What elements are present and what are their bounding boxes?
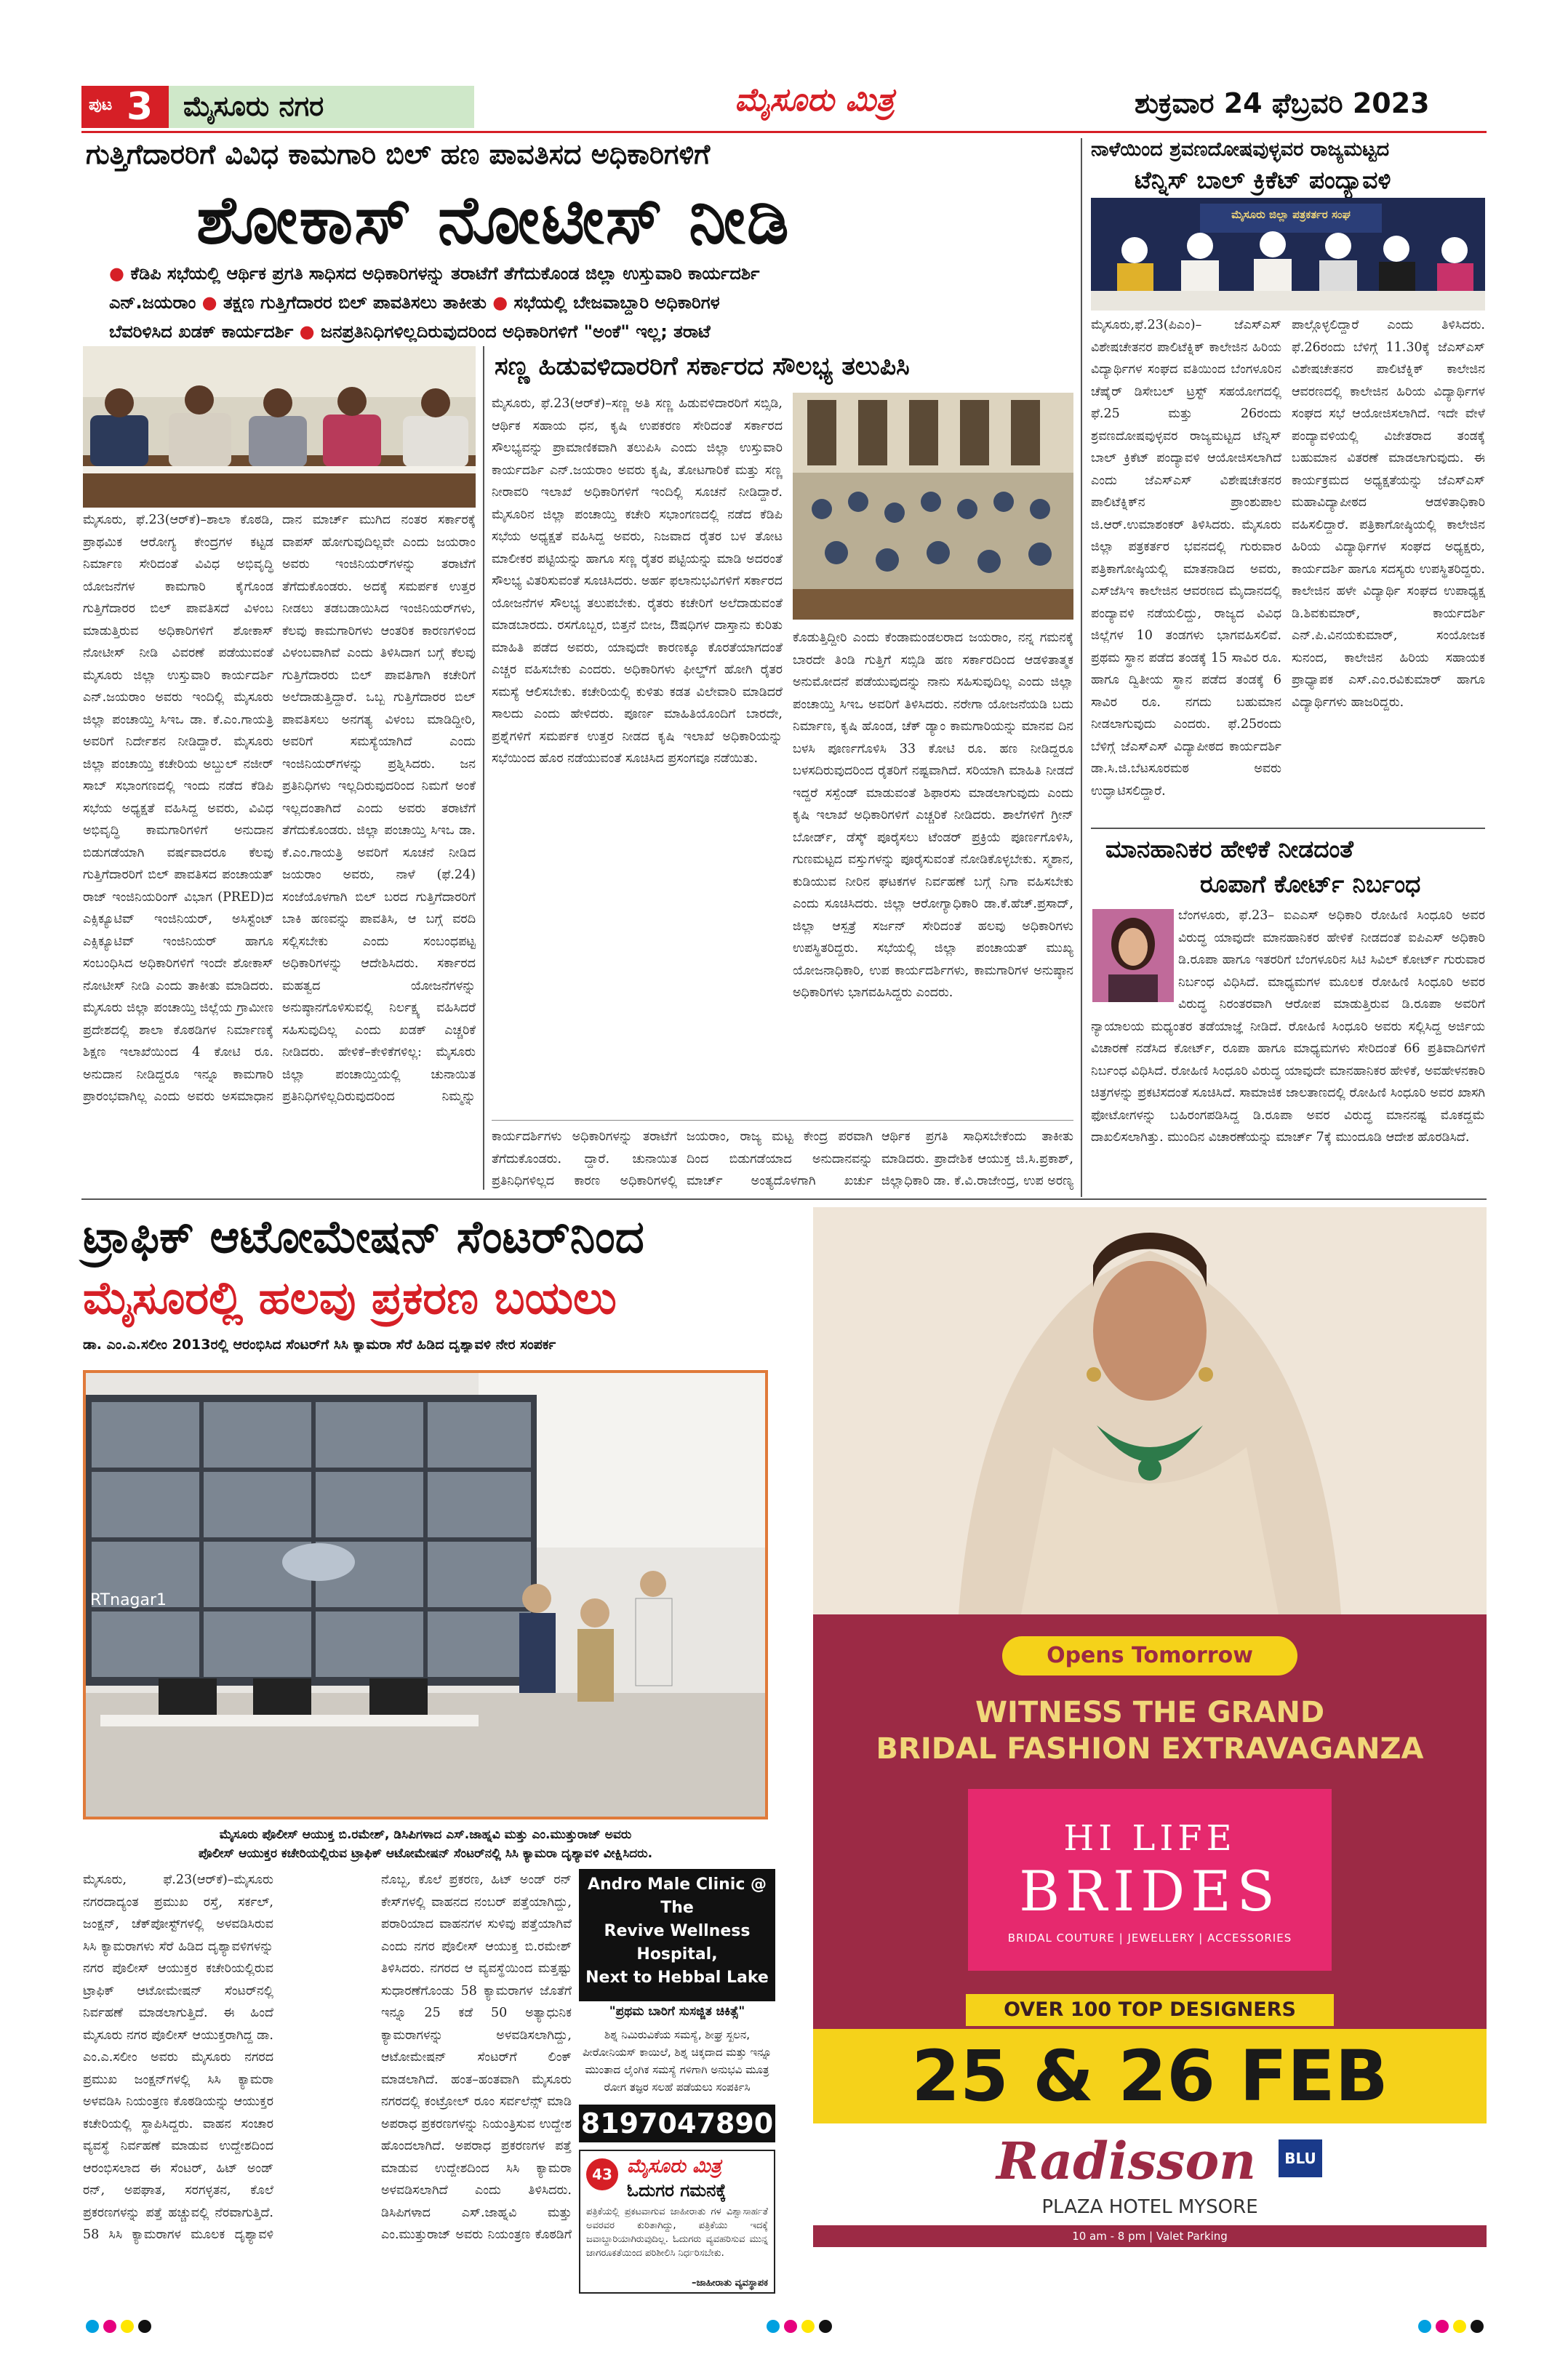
header-rule (81, 131, 1487, 133)
page-number-badge (81, 86, 169, 128)
venue-badge: BLU (1279, 2139, 1322, 2177)
newspaper-logo: ಮೈಸೂರು ಮಿತ್ರ (735, 81, 895, 119)
portrait-spacer (1091, 905, 1178, 1006)
registration-dot-black (1471, 2320, 1484, 2333)
registration-dot-cyan (86, 2320, 99, 2333)
photo-caption-1: ಮೈಸೂರು ಪೊಲೀಸ್ ಆಯುಕ್ತ ಬಿ.ರಮೇಶ್, ಡಿಸಿಪಿಗಳಾದ ಎಸ್.ಜಾಹ್ನವಿ ಮತ್ತು ಎಂ.ಮುತ್ತುರಾಜ್ ಅವರು (219, 1827, 632, 1842)
control-room-photo (83, 1370, 768, 1819)
bride-photo (813, 1207, 1487, 1614)
story-divider (1091, 828, 1485, 829)
photo-tag: RTnagar1 (90, 1591, 167, 1609)
ad-headline-2: BRIDAL FASHION EXTRAVAGANZA (876, 1732, 1424, 1766)
bullet-icon: ● (492, 292, 508, 313)
press-meet-photo (1091, 198, 1485, 311)
venue-panel (813, 2123, 1487, 2225)
registration-dot-cyan (767, 2320, 780, 2333)
page-label: ಪುಟ (89, 96, 113, 114)
clinic-body: ಶಿಶ್ನ ನಿಮಿರುವಿಕೆಯ ಸಮಸ್ಯೆ, ಶೀಘ್ರ ಸ್ಖಲನ, ಪೀರೋನಿಯಸ್ ಕಾಯಿಲೆ, ಶಿಶ್ನ ಚಿಕ್ಕದಾದ ಮತ್ತು ಇನ್ನೂ ಮುಂತಾದ ಲೈಂಗಿಕ ಸಮಸ್ಯೆ ಗಳಿಗಾಗಿ ಅನುಭವಿ ಮೂತ್ರ ರೋಗ ತಜ್ಞರ ಸಲಹೆ ಪಡೆಯಲು ಸಂಪರ್ಕಿಸಿ (582, 2028, 772, 2094)
notice-logo: ಮೈಸೂರು ಮಿತ್ರ (627, 2155, 721, 2177)
column-rule (1081, 138, 1082, 1197)
bullet-icon: ● (109, 263, 124, 284)
bridal-ad (813, 1207, 1487, 2225)
bullet-line-1 (109, 259, 1069, 288)
court-body (1091, 905, 1485, 1196)
strip-col-2: ಜಯರಾಂ, ರಾಜ್ಯ ಮಟ್ಟ ಕೇಂದ್ರ ಪರವಾಗಿ ದಿಂದ ಬಿಡುಗಡೆಯಾದ ಅನುದಾನವನ್ನು ಮಾರ್ಚ್ ಅಂತ್ಯದೊಳಗಾಗಿ ಖರ್ಚು (687, 1129, 873, 1188)
section-name: ಮೈಸೂರು ನಗರ (183, 90, 324, 122)
registration-dot-cyan (1418, 2320, 1431, 2333)
press-banner-text: ಮೈಸೂರು ಜಿಲ್ಲಾ ಪತ್ರಕರ್ತರ ಸಂಘ (1231, 208, 1351, 221)
clinic-phone: 8197047890 (579, 2105, 775, 2142)
bullet-text: ಸಭೆಯಲ್ಲಿ ಬೇಜವಾಬ್ದಾರಿ ಅಧಿಕಾರಿಗಳ (513, 292, 720, 313)
bullet-text: ಜನಪ್ರತಿನಿಧಿಗಳಿಲ್ಲದಿರುವುದರಿಂದ ಅಧಿಕಾರಿಗಳಿಗೆ "ಅಂಕೆ" ಇಲ್ಲ; ತರಾಟೆ (320, 321, 711, 342)
tennis-body-col-2: ಪಾಲ್ಗೊಳ್ಳಲಿದ್ದಾರೆ ಎಂದು ತಿಳಿಸಿದರು. ಫೆ.26ರಂದು ಬೆಳಿಗ್ಗೆ 11.30ಕ್ಕೆ ಜೆಎಸ್‌ಎಸ್ ವಿಶೇಷಚೇತನರ ಪಾಲಿಟೆಕ್ನಿಕ್ ಕಾಲೇಜಿನ ಆವರಣದಲ್ಲಿ ಕಾಲೇಜಿನ ಹಿರಿಯ ವಿದ್ಯಾರ್ಥಿಗಳ ಸಂಘದ ಸಭೆ ಆಯೋಜಿಸಲಾಗಿದೆ. ಇದೇ ವೇಳೆ ಪಂದ್ಯಾವಳಿಯಲ್ಲಿ ವಿಜೇತರಾದ ತಂಡಕ್ಕೆ ಬಹುಮಾನ ವಿತರಣೆ ಮಾಡಲಾಗುವುದು. ಈ ಕಾರ್ಯಕ್ರಮದ ಅಧ್ಯಕ್ಷತೆಯನ್ನು ಜೆಎಸ್‌ಎಸ್ ಮಹಾವಿದ್ಯಾಪೀಠದ ಆಡಳಿತಾಧಿಕಾರಿ ವಹಿಸಲಿದ್ದಾರೆ. ಪತ್ರಿಕಾಗೋಷ್ಠಿಯಲ್ಲಿ ಕಾಲೇಜಿನ ಹಿರಿಯ ವಿದ್ಯಾರ್ಥಿಗಳ ಸಂಘದ ಅಧ್ಯಕ್ಷರು, ಕಾರ್ಯದರ್ಶಿ ಹಾಗೂ ಸದಸ್ಯರು ಉಪಸ್ಥಿತರಿದ್ದರು. ಕಾಲೇಜಿನ ಹಳೇ ವಿದ್ಯಾರ್ಥಿ ಸಂಘದ ಉಪಾಧ್ಯಕ್ಷ ಡಿ.ಶಿವಕುಮಾರ್, ಕಾರ್ಯದರ್ಶಿ ಎನ್.ಪಿ.ವಿನಯಕುಮಾರ್, ಸಂಯೋಜಕ ಸುನಂದ, ಕಾಲೇಜಿನ ಹಿರಿಯ ಸಹಾಯಕ ಪ್ರಾಧ್ಯಾಪಕ ಎಸ್.ಎಂ.ರವಿಕುಮಾರ್ ಹಾಗೂ ವಿದ್ಯಾರ್ಥಿಗಳು ಹಾಜರಿದ್ದರು. (1292, 318, 1485, 710)
brand-name-2: BRIDES (1019, 1859, 1281, 1923)
registration-dot-black (819, 2320, 832, 2333)
bullet-text: ಕೆಡಿಪಿ ಸಭೆಯಲ್ಲಿ ಆರ್ಥಿಕ ಪ್ರಗತಿ ಸಾಧಿಸದ ಅಧಿಕಾರಿಗಳನ್ನು ತರಾಟೆಗೆ ತೆಗೆದುಕೊಂಡ ಜಿಲ್ಲಾ ಉಸ್ತುವಾರಿ ಕಾರ್ಯದರ್ಶಿ (130, 263, 760, 284)
second-body-col-2: ಕೊಡುತ್ತಿದ್ದೀರಿ ಎಂದು ಕೆಂಡಾಮಂಡಲರಾದ ಜಯರಾಂ, ನನ್ನ ಗಮನಕ್ಕೆ ಬಾರದೇ ತಿಂಡಿ ಗುತ್ತಿಗೆ ಸಬ್ಸಿಡಿ ಹಣ ಸರ್ಕಾರದಿಂದ ಆಡಳಿತಾತ್ಮಕ ಅನುಮೋದನೆ ಪಡೆಯುವುದನ್ನು ನಾನು ಸಹಿಸುವುದಿಲ್ಲ ಎಂದು ಜಿಲ್ಲಾ ಪಂಚಾಯ್ತಿ ಸಿಇಒ ಅವರಿಗೆ ತಿಳಿಸಿದರು. ನರೇಗಾ ಯೋಜನೆಯಡಿ ಬದು ನಿರ್ಮಾಣ, ಕೃಷಿ ಹೊಂಡ, ಚೆಕ್ ಡ್ಯಾಂ ಕಾಮಗಾರಿಯನ್ನು ಮಾನವ ದಿನ ಬಳಸಿ ಪೂರ್ಣಗೊಳಿಸಿ 33 ಕೋಟಿ ರೂ. ಹಣ ನೀಡಿದ್ದರೂ ಬಳಸದಿರುವುದರಿಂದ ರೈತರಿಗೆ ನಷ್ಟವಾಗಿದೆ. ಸರಿಯಾಗಿ ಮಾಹಿತಿ ನೀಡದೆ ಇದ್ದರೆ ಸಸ್ಪೆಂಡ್ ಮಾಡುವಂತೆ ಶಿಫಾರಸು ಮಾಡಲಾಗುವುದು ಎಂದು ಕೃಷಿ ಇಲಾಖೆ ಅಧಿಕಾರಿಗಳಿಗೆ ಎಚ್ಚರಿಕೆ ನೀಡಿದರು. ಶಾಲೆಗಳಿಗೆ ಗ್ರೀನ್ ಬೋರ್ಡ್, ಡೆಸ್ಕ್ ಪೂರೈಸಲು ಟೆಂಡರ್ ಪ್ರಕ್ರಿಯೆ ಪೂರ್ಣಗೊಳಿಸಿ, ಗುಣಮಟ್ಟದ ವಸ್ತುಗಳನ್ನು ಪೂರೈಸುವಂತೆ ನೋಡಿಕೊಳ್ಳಬೇಕು. ಸ್ಮಶಾನ, ಕುಡಿಯುವ ನೀರಿನ ಘಟಕಗಳ ನಿರ್ವಹಣೆ ಬಗ್ಗೆ ನಿಗಾ ವಹಿಸಬೇಕು ಎಂದು ಸೂಚಿಸಿದರು. ಜಿಲ್ಲಾ ಆರೋಗ್ಯಾಧಿಕಾರಿ ಡಾ.ಕೆ.ಹೆಚ್.ಪ್ರಸಾದ್, ಜಿಲ್ಲಾ ಆಸ್ಪತ್ರೆ ಸರ್ಜನ್ ಸೇರಿದಂತೆ ಹಲವು ಅಧಿಕಾರಿಗಳು ಉಪಸ್ಥಿತರಿದ್ದರು. ಸಭೆಯಲ್ಲಿ ಜಿಲ್ಲಾ ಪಂಚಾಯತ್ ಮುಖ್ಯ ಯೋಜನಾಧಿಕಾರಿ, ಉಪ ಕಾರ್ಯದರ್ಶಿಗಳು, ಕಾಮಗಾರಿಗಳ ಅನುಷ್ಠಾನ ಅಧಿಕಾರಿಗಳು ಭಾಗವಹಿಸಿದ್ದರು ಎಂದರು. (793, 630, 1073, 1000)
traffic-headline: ಮೈಸೂರಲ್ಲಿ ಹಲವು ಪ್ರಕರಣ ಬಯಲು (83, 1271, 617, 1324)
meeting-photo-art (83, 346, 476, 508)
lead-bullets (109, 259, 1069, 346)
kdp-meeting-photo (83, 346, 476, 508)
registration-dot-yellow (121, 2320, 134, 2333)
registration-dot-magenta (103, 2320, 116, 2333)
registration-dot-magenta (1436, 2320, 1449, 2333)
clinic-title-1: Andro Male Clinic @ The (587, 1875, 767, 1917)
ad-timing: 10 am - 8 pm | Valet Parking (813, 2225, 1487, 2247)
clinic-ad-header (579, 1869, 775, 2001)
page-number: 3 (127, 85, 153, 129)
event-dates: 25 & 26 FEB (813, 2029, 1487, 2123)
lead-body-col-1: ಮೈಸೂರು, ಫೆ.23(ಆರ್‌ಕೆ)–ಶಾಲಾ ಕೊಠಡಿ, ಪ್ರಾಥಮಿಕ ಆರೋಗ್ಯ ಕೇಂದ್ರಗಳ ಕಟ್ಟಡ ನಿರ್ಮಾಣ ಸೇರಿದಂತೆ ವಿವಿಧ ಅಭಿವೃದ್ಧಿ ಯೋಜನೆಗಳ ಕಾಮಗಾರಿ ಕೈಗೊಂಡ ಗುತ್ತಿಗೆದಾರರ ಬಿಲ್ ಪಾವತಿಸದೆ ವಿಳಂಬ ಮಾಡುತ್ತಿರುವ ಅಧಿಕಾರಿಗಳಿಗೆ ಶೋಕಾಸ್ ನೋಟೀಸ್ ನೀಡಿ ವಿವರಣೆ ಪಡೆಯುವಂತೆ ಮೈಸೂರು ಜಿಲ್ಲಾ ಉಸ್ತುವಾರಿ ಕಾರ್ಯದರ್ಶಿ ಎನ್.ಜಯರಾಂ ಅವರು ಇಂದಿಲ್ಲಿ ಮೈಸೂರು ಜಿಲ್ಲಾ ಪಂಚಾಯ್ತಿ ಸಿಇಒ ಡಾ. ಕೆ.ಎಂ.ಗಾಯತ್ರಿ ಅವರಿಗೆ ನಿರ್ದೇಶನ ನೀಡಿದ್ದಾರೆ. ಮೈಸೂರು ಜಿಲ್ಲಾ ಪಂಚಾಯ್ತಿ ಕಚೇರಿಯ ಅಬ್ದುಲ್ ನಜೀರ್ ಸಾಬ್ ಸಭಾಂಗಣದಲ್ಲಿ ಇಂದು ನಡೆದ ಕೆಡಿಪಿ ಸಭೆಯ ಅಧ್ಯಕ್ಷತೆ ವಹಿಸಿದ್ದ ಅವರು, ವಿವಿಧ ಅಭಿವೃದ್ಧಿ ಕಾಮಗಾರಿಗಳಿಗೆ ಅನುದಾನ ಬಿಡುಗಡೆಯಾಗಿ ವರ್ಷವಾದರೂ ಕೆಲವು ಗುತ್ತಿಗೆದಾರರಿಗೆ ಬಿಲ್ ಪಾವತಿಸದ ಪಂಚಾಯತ್ ರಾಜ್ ಇಂಜಿನಿಯರಿಂಗ್ ವಿಭಾಗ (PRED)ದ ಎಕ್ಸಿಕ್ಯೂಟಿವ್ ಇಂಜಿನಿಯರ್, ಅಸಿಸ್ಟೆಂಟ್ ಎಕ್ಸಿಕ್ಯೂಟಿವ್ ಇಂಜಿನಿಯರ್ ಹಾಗೂ ಸಂಬಂಧಿಸಿದ ಅಧಿಕಾರಿಗಳಿಗೆ ಇಂದೇ ಶೋಕಾಸ್ ನೋಟೀಸ್ ನೀಡಿ ಎಂದು ತಾಕೀತು ಮಾಡಿದರು. ಮೈಸೂರು ಜಿಲ್ಲಾ ಪಂಚಾಯ್ತಿ ಜಿಲ್ಲೆಯ ಗ್ರಾಮೀಣ ಪ್ರದೇಶದಲ್ಲಿ ಶಾಲಾ ಕೊಠಡಿಗಳ ನಿರ್ಮಾಣಕ್ಕೆ ಶಿಕ್ಷಣ ಇಲಾಖೆಯಿಂದ 4 ಕೋಟಿ ರೂ. ಅನುದಾನ ನೀಡಿದ್ದರೂ ಇನ್ನೂ ಕಾಮಗಾರಿ ಪ್ರಾರಂಭವಾಗಿಲ್ಲ ಎಂದು ಅವರು ಅಸಮಾಧಾನ (83, 513, 273, 1104)
traffic-body-col-1: ಮೈಸೂರು, ಫೆ.23(ಆರ್‌ಕೆ)–ಮೈಸೂರು ನಗರದಾದ್ಯಂತ ಪ್ರಮುಖ ರಸ್ತೆ, ಸರ್ಕಲ್, ಜಂಕ್ಷನ್, ಚೆಕ್‌ಪೋಸ್ಟ್‌ಗಳಲ್ಲಿ ಅಳವಡಿಸಿರುವ ಸಿಸಿ ಕ್ಯಾಮರಾಗಳು ಸೆರೆ ಹಿಡಿದ ದೃಶ್ಯಾವಳಿಗಳನ್ನು ನಗರ ಪೊಲೀಸ್ ಆಯುಕ್ತರ ಕಚೇರಿಯಲ್ಲಿರುವ ಟ್ರಾಫಿಕ್ ಆಟೋಮೇಷನ್ ಸೆಂಟರ್‌ನಲ್ಲಿ ನಿರ್ವಹಣೆ ಮಾಡಲಾಗುತ್ತಿದೆ. ಈ ಹಿಂದೆ ಮೈಸೂರು ನಗರ ಪೊಲೀಸ್ ಆಯುಕ್ತರಾಗಿದ್ದ ಡಾ. ಎಂ.ಎ.ಸಲೀಂ ಅವರು ಮೈಸೂರು ನಗರದ ಪ್ರಮುಖ ಜಂಕ್ಷನ್‌ಗಳಲ್ಲಿ ಸಿಸಿ ಕ್ಯಾಮರಾ ಅಳವಡಿಸಿ ನಿಯಂತ್ರಣ ಕೊಠಡಿಯನ್ನು ಆಯುಕ್ತರ ಕಚೇರಿಯಲ್ಲಿ ಸ್ಥಾಪಿಸಿದ್ದರು. ವಾಹನ ಸಂಚಾರ ವ್ಯವಸ್ಥೆ ನಿರ್ವಹಣೆ ಮಾಡುವ ಉದ್ದೇಶದಿಂದ ಆರಂಭಿಸಲಾದ ಈ ಸೆಂಟರ್, ಹಿಟ್ ಅಂಡ್ ರನ್, ಅಪಘಾತ, ಸರಗಳ್ಳತನ, ಕೊಲೆ ಪ್ರಕರಣಗಳನ್ನು ಪತ್ತೆ ಹಚ್ಚುವಲ್ಲಿ ನೆರವಾಗುತ್ತಿದೆ. 58 ಸಿಸಿ ಕ್ಯಾಮರಾಗಳ ಮೂಲಕ ದೃಶ್ಯಾವಳಿ (83, 1873, 273, 2242)
registration-dot-yellow (1453, 2320, 1466, 2333)
second-body-col-1: ಮೈಸೂರು, ಫೆ.23(ಆರ್‌ಕೆ)–ಸಣ್ಣ ಅತಿ ಸಣ್ಣ ಹಿಡುವಳಿದಾರರಿಗೆ ಸಬ್ಸಿಡಿ, ಆರ್ಥಿಕ ಸಹಾಯ ಧನ, ಕೃಷಿ ಉಪಕರಣ ಸೇರಿದಂತೆ ಸರ್ಕಾರದ ಸೌಲಭ್ಯವನ್ನು ಪ್ರಾಮಾಣಿಕವಾಗಿ ತಲುಪಿಸಿ ಎಂದು ಜಿಲ್ಲಾ ಉಸ್ತುವಾರಿ ಕಾರ್ಯದರ್ಶಿ ಎನ್.ಜಯರಾಂ ಅವರು ಕೃಷಿ, ತೋಟಗಾರಿಕೆ ಮತ್ತು ಸಣ್ಣ ನೀರಾವರಿ ಇಲಾಖೆ ಅಧಿಕಾರಿಗಳಿಗೆ ಇಂದಿಲ್ಲಿ ಸೂಚನೆ ನೀಡಿದ್ದಾರೆ. ಮೈಸೂರಿನ ಜಿಲ್ಲಾ ಪಂಚಾಯ್ತಿ ಕಚೇರಿ ಸಭಾಂಗಣದಲ್ಲಿ ನಡೆದ ಕೆಡಿಪಿ ಸಭೆಯ ಅಧ್ಯಕ್ಷತೆ ವಹಿಸಿದ್ದ ಅವರು, ನಿಜವಾದ ರೈತರ ಬಳ ತೋಟ ಮಾಲೀಕರ ಪಟ್ಟಿಯನ್ನು ಹಾಗೂ ಸಣ್ಣ ರೈತರ ಪಟ್ಟಿಯನ್ನು ಮಾಡಿ ಅದರಂತೆ ಸೌಲಭ್ಯ ವಿತರಿಸುವಂತೆ ಸೂಚಿಸಿದರು. ಅರ್ಹ ಫಲಾನುಭವಿಗಳಿಗೆ ಸರ್ಕಾರದ ಯೋಜನೆಗಳ ಸೌಲಭ್ಯ ತಲುಪಬೇಕು. ರೈತರು ಕಚೇರಿಗೆ ಅಲೆದಾಡುವಂತೆ ಮಾಡಬಾರದು. ರಸಗೊಬ್ಬರ, ಬಿತ್ತನೆ ಬೀಜ, ಔಷಧಿಗಳ ದಾಸ್ತಾನು ಕುರಿತು ಮಾಹಿತಿ ಪಡೆದ ಅವರು, ಯಾವುದೇ ಕಾರಣಕ್ಕೂ ಕೊರತೆಯಾಗದಂತೆ ಎಚ್ಚರ ವಹಿಸಬೇಕು ಎಂದರು. ಅಧಿಕಾರಿಗಳು ಫೀಲ್ಡ್‌ಗೆ ಹೋಗಿ ರೈತರ ಸಮಸ್ಯೆ ಆಲಿಸಬೇಕು. ಕಚೇರಿಯಲ್ಲಿ ಕುಳಿತು ಕಡತ ವಿಲೇವಾರಿ ಮಾಡಿದರೆ ಸಾಲದು ಎಂದು ಹೇಳಿದರು. ಪೂರ್ಣ ಮಾಹಿತಿಯೊಂದಿಗೆ ಬಾರದೇ, ಪ್ರಶ್ನೆಗಳಿಗೆ ಸಮರ್ಪಕ ಉತ್ತರ ನೀಡದ ಕೃಷಿ ಇಲಾಖೆ ಅಧಿಕಾರಿಯನ್ನು ಸಭೆಯಿಂದ ಹೊರ ನಡೆಯುವಂತೆ ಸೂಚಿಸಿದ ಪ್ರಸಂಗವೂ ನಡೆಯಿತು. (492, 396, 783, 766)
opens-badge: Opens Tomorrow (1002, 1636, 1297, 1676)
clinic-tagline: "ಪ್ರಥಮ ಬಾರಿಗೆ ಸುಸಜ್ಜಿತ ಚಿಕಿತ್ಸೆ" (609, 2004, 745, 2019)
notice-title: ಓದುಗರ ಗಮನಕ್ಕೆ (627, 2180, 727, 2201)
bullet-text: ಎನ್.ಜಯರಾಂ (109, 292, 196, 313)
lead-kicker: ಗುತ್ತಿಗೆದಾರರಿಗೆ ವಿವಿಧ ಕಾಮಗಾರಿ ಬಿಲ್ ಹಣ ಪಾವತಿಸದ ಅಧಿಕಾರಿಗಳಿಗೆ (86, 138, 711, 170)
tennis-kicker: ನಾಳೆಯಿಂದ ಶ್ರವಣದೋಷವುಳ್ಳವರ ರಾಜ್ಯಮಟ್ಟದ (1091, 138, 1390, 161)
control-room-art (86, 1373, 765, 1817)
venue-subtitle: PLAZA HOTEL MYSORE (1041, 2196, 1258, 2218)
bullet-line-2 (109, 288, 1069, 317)
lead-body-col-2: ದಾನ ಮಾರ್ಚ್ ಮುಗಿದ ನಂತರ ಸರ್ಕಾರಕ್ಕೆ ವಾಪಸ್ ಹೋಗುವುದಿಲ್ಲವೇ ಎಂದು ಜಯರಾಂ ಅವರು ಇಂಜಿನಿಯರ್‌ಗಳನ್ನು ತರಾಟೆಗೆ ತೆಗೆದುಕೊಂಡರು. ಅದಕ್ಕೆ ಸಮರ್ಪಕ ಉತ್ತರ ನೀಡಲು ತಡಬಡಾಯಿಸಿದ ಇಂಜಿನಿಯರ್‌ಗಳು, ಕೆಲವು ಕಾಮಗಾರಿಗಳು ಆಂತರಿಕ ಕಾರಣಗಳಿಂದ ವಿಳಂಬವಾಗಿವೆ ಎಂದು ತಿಳಿಸಿದಾಗ ಬಗ್ಗೆ ಕೆಲವು ಗುತ್ತಿಗೆದಾರರು ಬಿಲ್ ಪಾವತಿಗಾಗಿ ಕಚೇರಿಗೆ ಅಲೆದಾಡುತ್ತಿದ್ದಾರೆ. ಒಬ್ಬ ಗುತ್ತಿಗೆದಾರರ ಬಿಲ್ ಪಾವತಿಸಲು ಅನಗತ್ಯ ವಿಳಂಬ ಮಾಡಿದ್ದೀರಿ, ಅವರಿಗೆ ಸಮಸ್ಯೆಯಾಗಿದೆ ಎಂದು ಇಂಜಿನಿಯರ್‌ಗಳನ್ನು ಪ್ರಶ್ನಿಸಿದರು. ಜನ ಪ್ರತಿನಿಧಿಗಳು ಇಲ್ಲದಿರುವುದರಿಂದ ನಿಮಗೆ ಅಂಕೆ ಇಲ್ಲದಂತಾಗಿದೆ ಎಂದು ಅವರು ತರಾಟೆಗೆ ತೆಗೆದುಕೊಂಡರು. ಜಿಲ್ಲಾ ಪಂಚಾಯ್ತಿ ಸಿಇಒ ಡಾ. ಕೆ.ಎಂ.ಗಾಯತ್ರಿ ಅವರಿಗೆ ಸೂಚನೆ ನೀಡಿದ ಜಯರಾಂ ಅವರು, ನಾಳೆ (ಫೆ.24) ಸಂಜೆಯೊಳಗಾಗಿ ಬಿಲ್ ಬರದ ಗುತ್ತಿಗೆದಾರರಿಗೆ ಬಾಕಿ ಹಣವನ್ನು ಪಾವತಿಸಿ, ಆ ಬಗ್ಗೆ ವರದಿ ಸಲ್ಲಿಸಬೇಕು ಎಂದು ಸಂಬಂಧಪಟ್ಟ ಅಧಿಕಾರಿಗಳನ್ನು ಆದೇಶಿಸಿದರು. ಸರ್ಕಾರದ ಮಹತ್ವದ ಯೋಜನೆಗಳನ್ನು ಅನುಷ್ಠಾನಗೊಳಿಸುವಲ್ಲಿ ನಿರ್ಲಕ್ಷ್ಯ ವಹಿಸಿದರೆ ಸಹಿಸುವುದಿಲ್ಲ ಎಂದು ಖಡಕ್ ಎಚ್ಚರಿಕೆ ನೀಡಿದರು. ಹೇಳಿಕೆ–ಕೇಳಿಕೆಗಳಿಲ್ಲ: ಮೈಸೂರು ಜಿಲ್ಲಾ ಪಂಚಾಯ್ತಿಯಲ್ಲಿ ಚುನಾಯಿತ ಪ್ರತಿನಿಧಿಗಳಿಲ್ಲದಿರುವುದರಿಂದ ನಿಮ್ಮನ್ನು (282, 513, 476, 1104)
section-bar (169, 86, 474, 128)
designers-banner: OVER 100 TOP DESIGNERS (966, 1994, 1334, 2026)
strip-col-3: ಆರ್ಥಿಕ ಪ್ರಗತಿ ಸಾಧಿಸಬೇಕೆಂದು ತಾಕೀತು ಮಾಡಿದರು. ಪ್ರಾದೇಶಿಕ ಆಯುಕ್ತ ಜಿ.ಸಿ.ಪ್ರಕಾಶ್, ಜಿಲ್ಲಾಧಿಕಾರಿ ಡಾ. ಕೆ.ವಿ.ರಾಜೇಂದ್ರ, ಉಪ ಅರಣ್ಯ (881, 1129, 1073, 1188)
venue-name: Radisson (996, 2131, 1257, 2191)
registration-dot-magenta (784, 2320, 797, 2333)
bullet-line-3 (109, 317, 1069, 346)
clinic-title-2: Revive Wellness Hospital, (604, 1922, 751, 1963)
agri-meeting-photo (793, 393, 1073, 620)
column-rule (483, 346, 484, 1190)
traffic-kicker: ಟ್ರಾಫಿಕ್ ಆಟೋಮೇಷನ್ ಸೆಂಟರ್‌ನಿಂದ (83, 1210, 644, 1263)
notice-signoff: –ಜಾಹೀರಾತು ವ್ಯವಸ್ಥಾಪಕ (692, 2278, 768, 2289)
tennis-body-col-1: ಮೈಸೂರು,ಫೆ.23(ಪಿಎಂ)– ಜೆಎಸ್‌ಎಸ್ ವಿಶೇಷಚೇತನರ ಪಾಲಿಟೆಕ್ನಿಕ್ ಕಾಲೇಜಿನ ಹಿರಿಯ ವಿದ್ಯಾರ್ಥಿಗಳ ಸಂಘದ ವತಿಯಿಂದ ಬೆಂಗಳೂರಿನ ಚೆಷೈರ್ ಡಿಸೇಬಲ್ ಟ್ರಸ್ಟ್ ಸಹಯೋಗದಲ್ಲಿ ಫೆ.25 ಮತ್ತು 26ರಂದು ಶ್ರವಣದೋಷವುಳ್ಳವರ ರಾಜ್ಯಮಟ್ಟದ ಟೆನ್ನಿಸ್ ಬಾಲ್ ಕ್ರಿಕೆಟ್ ಪಂದ್ಯಾವಳಿ ಆಯೋಜಿಸಲಾಗಿದೆ ಎಂದು ಜೆಎಸ್‌ಎಸ್ ವಿಶೇಷಚೇತನರ ಪಾಲಿಟೆಕ್ನಿಕ್‌ನ ಪ್ರಾಂಶುಪಾಲ ಜಿ.ಆರ್.ಉಮಾಶಂಕರ್ ತಿಳಿಸಿದರು. ಮೈಸೂರು ಜಿಲ್ಲಾ ಪತ್ರಕರ್ತರ ಭವನದಲ್ಲಿ ಗುರುವಾರ ಪತ್ರಿಕಾಗೋಷ್ಠಿಯಲ್ಲಿ ಮಾತನಾಡಿದ ಅವರು, ಎಸ್‌ಜೆಸಿಇ ಕಾಲೇಜಿನ ಆವರಣದ ಮೈದಾನದಲ್ಲಿ ಪಂದ್ಯಾವಳಿ ನಡೆಯಲಿದ್ದು, ರಾಜ್ಯದ ವಿವಿಧ ಜಿಲ್ಲೆಗಳ 10 ತಂಡಗಳು ಭಾಗವಹಿಸಲಿವೆ. ಪ್ರಥಮ ಸ್ಥಾನ ಪಡೆದ ತಂಡಕ್ಕೆ 15 ಸಾವಿರ ರೂ. ಹಾಗೂ ದ್ವಿತೀಯ ಸ್ಥಾನ ಪಡೆದ ತಂಡಕ್ಕೆ 6 ಸಾವಿರ ರೂ. ನಗದು ಬಹುಮಾನ ನೀಡಲಾಗುವುದು ಎಂದರು. ಫೆ.25ರಂದು ಬೆಳಿಗ್ಗೆ ಜೆಎಸ್‌ಎಸ್ ವಿದ್ಯಾಪೀಠದ ಕಾರ್ಯದರ್ಶಿ ಡಾ.ಸಿ.ಜಿ.ಬೆಟಸೂರಮಠ ಅವರು ಉದ್ಘಾಟಿಸಲಿದ್ದಾರೆ. (1091, 318, 1281, 798)
bullet-text: ಬೆವರಿಳಿಸಿದ ಖಡಕ್ ಕಾರ್ಯದರ್ಶಿ (109, 321, 294, 342)
court-body-text: ಬೆಂಗಳೂರು, ಫೆ.23– ಐಎಎಸ್ ಅಧಿಕಾರಿ ರೋಹಿಣಿ ಸಿಂಧೂರಿ ಅವರ ವಿರುದ್ಧ ಯಾವುದೇ ಮಾನಹಾನಿಕರ ಹೇಳಿಕೆ ನೀಡದಂತೆ ಐಪಿಎಸ್ ಅಧಿಕಾರಿ ಡಿ.ರೂಪಾ ಹಾಗೂ ಇತರರಿಗೆ ಬೆಂಗಳೂರಿನ ಸಿಟಿ ಸಿವಿಲ್ ಕೋರ್ಟ್ ಗುರುವಾರ ನಿರ್ಬಂಧ ವಿಧಿಸಿದೆ. ಮಾಧ್ಯಮಗಳ ಮೂಲಕ ರೋಹಿಣಿ ಸಿಂಧೂರಿ ಅವರ ವಿರುದ್ಧ ನಿರಂತರವಾಗಿ ಆರೋಪ ಮಾಡುತ್ತಿರುವ ಡಿ.ರೂಪಾ ಅವರಿಗೆ ನ್ಯಾಯಾಲಯ ಮಧ್ಯಂತರ ತಡೆಯಾಜ್ಞೆ ನೀಡಿದೆ. ರೋಹಿಣಿ ಸಿಂಧೂರಿ ಅವರು ಸಲ್ಲಿಸಿದ್ದ ಅರ್ಜಿಯ ವಿಚಾರಣೆ ನಡೆಸಿದ ಕೋರ್ಟ್, ರೂಪಾ ಹಾಗೂ ಮಾಧ್ಯಮಗಳು ಸೇರಿದಂತೆ 66 ಪ್ರತಿವಾದಿಗಳಿಗೆ ನಿರ್ಬಂಧ ವಿಧಿಸಿದೆ. ರೋಹಿಣಿ ಸಿಂಧೂರಿ ವಿರುದ್ಧ ಯಾವುದೇ ಮಾನಹಾನಿಕರ ಹೇಳಿಕೆ, ಅವಹೇಳನಕಾರಿ ಚಿತ್ರಗಳನ್ನು ಪ್ರಕಟಿಸದಂತೆ ಸೂಚಿಸಿದೆ. ಸಾಮಾಜಿಕ ಜಾಲತಾಣದಲ್ಲಿ ರೋಹಿಣಿ ಸಿಂಧೂರಿ ಅವರ ಖಾಸಗಿ ಫೋಟೋಗಳನ್ನು ಬಹಿರಂಗಪಡಿಸಿದ್ದ ಡಿ.ರೂಪಾ ಅವರ ವಿರುದ್ಧ ಮಾನನಷ್ಟ ಮೊಕದ್ದಮೆ ದಾಖಲಿಸಲಾಗಿತ್ತು. ಮುಂದಿನ ವಿಚಾರಣೆಯನ್ನು ಮಾರ್ಚ್ 7ಕ್ಕೆ ಮುಂದೂಡಿ ಆದೇಶ ಹೊರಡಿಸಿದೆ. (1091, 908, 1485, 1145)
traffic-subhead: ಡಾ. ಎಂ.ಎ.ಸಲೀಂ 2013ರಲ್ಲಿ ಆರಂಭಿಸಿದ ಸೆಂಟರ್‌ಗೆ ಸಿಸಿ ಕ್ಯಾಮರಾ ಸೆರೆ ಹಿಡಿದ ದೃಶ್ಯಾವಳಿ ನೇರ ಸಂಪರ್ಕ (83, 1337, 556, 1353)
issue-date: ಶುಕ್ರವಾರ 24 ಫೆಬ್ರವರಿ 2023 (1135, 87, 1430, 119)
section-divider (81, 1198, 1487, 1200)
anniversary-badge: 43 (586, 2158, 618, 2190)
court-kicker: ಮಾನಹಾನಿಕರ ಹೇಳಿಕೆ ನೀಡದಂತೆ (1105, 835, 1353, 863)
lead-headline: ಶೋಕಾಸ್ ನೋಟೀಸ್ ನೀಡಿ (196, 181, 791, 259)
bullet-icon: ● (299, 321, 315, 342)
brand-name-1: HI LIFE (1063, 1818, 1236, 1859)
strip-col-1: ಕಾರ್ಯದರ್ಶಿಗಳು ಅಧಿಕಾರಿಗಳನ್ನು ತರಾಟೆಗೆ ತೆಗೆದುಕೊಂಡರು. ದ್ದಾರೆ. ಚುನಾಯಿತ ಪ್ರತಿನಿಧಿಗಳಿಲ್ಲದ ಕಾರಣ ಅಧಿಕಾರಿಗಳಲ್ಲಿ (492, 1129, 677, 1188)
court-headline: ರೂಪಾಗೆ ಕೋರ್ಟ್ ನಿರ್ಬಂಧ (1200, 870, 1421, 898)
brand-logo-panel (968, 1789, 1332, 1971)
bullet-text: ತಕ್ಷಣ ಗುತ್ತಿಗೆದಾರರ ಬಿಲ್ ಪಾವತಿಸಲು ತಾಕೀತು (223, 292, 487, 313)
hall-photo-art (793, 393, 1073, 620)
story-divider (492, 1120, 1073, 1121)
tennis-headline: ಟೆನ್ನಿಸ್ ಬಾಲ್ ಕ್ರಿಕೆಟ್ ಪಂದ್ಯಾವಳಿ (1135, 166, 1391, 194)
brand-tagline: BRIDAL COUTURE | JEWELLERY | ACCESSORIES (1007, 1931, 1292, 1945)
notice-body: ಪತ್ರಿಕೆಯಲ್ಲಿ ಪ್ರಕಟವಾಗುವ ಜಾಹೀರಾತು ಗಳ ವಿಶ್ವಾಸಾರ್ಹತೆ ಅವರವರ ಕುರಿತಾಗಿದ್ದು, ಪತ್ರಿಕೆಯು ಇದಕ್ಕೆ ಜವಾಬ್ದಾರಿಯಾಗಿರುವುದಿಲ್ಲ. ಓದುಗರು ವ್ಯವಹರಿಸುವ ಮುನ್ನ ಜಾಗರೂಕತೆಯಿಂದ ಪರಿಶೀಲಿಸಿ ನಿರ್ಧರಿಸಬೇಕು. (586, 2206, 768, 2259)
clinic-title-3: Next to Hebbal Lake (585, 1969, 769, 1987)
registration-dot-yellow (801, 2320, 815, 2333)
second-headline: ಸಣ್ಣ ಹಿಡುವಳಿದಾರರಿಗೆ ಸರ್ಕಾರದ ಸೌಲಭ್ಯ ತಲುಪಿಸಿ (495, 352, 910, 381)
ad-headline-1: WITNESS THE GRAND (975, 1696, 1325, 1729)
bullet-icon: ● (201, 292, 217, 313)
registration-dot-black (138, 2320, 151, 2333)
notice-box (579, 2150, 775, 2294)
traffic-body-col-2: ನೊಬ್ಬ, ಕೊಲೆ ಪ್ರಕರಣ, ಹಿಟ್ ಅಂಡ್ ರನ್ ಕೇಸ್‌ಗಳಲ್ಲಿ ವಾಹನದ ನಂಬರ್ ಪತ್ತೆಯಾಗಿದ್ದು, ಪರಾರಿಯಾದ ವಾಹನಗಳ ಸುಳಿವು ಪತ್ತೆಯಾಗಿವೆ ಎಂದು ನಗರ ಪೊಲೀಸ್ ಆಯುಕ್ತ ಬಿ.ರಮೇಶ್ ತಿಳಿಸಿದರು. ನಗರದ ಆ ವ್ಯವಸ್ಥೆಯಿಂದ ಮತ್ತಷ್ಟು ಸುಧಾರಣೆಗೊಂಡು 58 ಕ್ಯಾಮರಾಗಳ ಜೊತೆಗೆ ಇನ್ನೂ 25 ಕಡೆ 50 ಅತ್ಯಾಧುನಿಕ ಕ್ಯಾಮರಾಗಳನ್ನು ಅಳವಡಿಸಲಾಗಿದ್ದು, ಆಟೋಮೇಷನ್ ಸೆಂಟರ್‌ಗೆ ಲಿಂಕ್ ಮಾಡಲಾಗಿದೆ. ಹಂತ–ಹಂತವಾಗಿ ಮೈಸೂರು ನಗರದಲ್ಲಿ ಕಂಟ್ರೋಲ್ ರೂಂ ಸರ್ವಲೆನ್ಸ್ ಮಾಡಿ ಅಪರಾಧ ಪ್ರಕರಣಗಳನ್ನು ನಿಯಂತ್ರಿಸುವ ಉದ್ದೇಶ ಹೊಂದಲಾಗಿದೆ. ಅಪರಾಧ ಪ್ರಕರಣಗಳ ಪತ್ತೆ ಮಾಡುವ ಉದ್ದೇಶದಿಂದ ಸಿಸಿ ಕ್ಯಾಮರಾ ಅಳವಡಿಸಲಾಗಿದೆ ಎಂದು ತಿಳಿಸಿದರು. ಡಿಸಿಪಿಗಳಾದ ಎಸ್.ಜಾಹ್ನವಿ ಮತ್ತು ಎಂ.ಮುತ್ತುರಾಜ್ ಅವರು ನಿಯಂತ್ರಣ ಕೊಠಡಿಗೆ (381, 1873, 572, 2242)
photo-caption-2: ಪೊಲೀಸ್ ಆಯುಕ್ತರ ಕಚೇರಿಯಲ್ಲಿರುವ ಟ್ರಾಫಿಕ್ ಆಟೋಮೇಷನ್ ಸೆಂಟರ್‌ನಲ್ಲಿ ಸಿಸಿ ಕ್ಯಾಮರಾ ದೃಶ್ಯಾವಳಿ ವೀಕ್ಷಿಸಿದರು. (198, 1846, 653, 1861)
